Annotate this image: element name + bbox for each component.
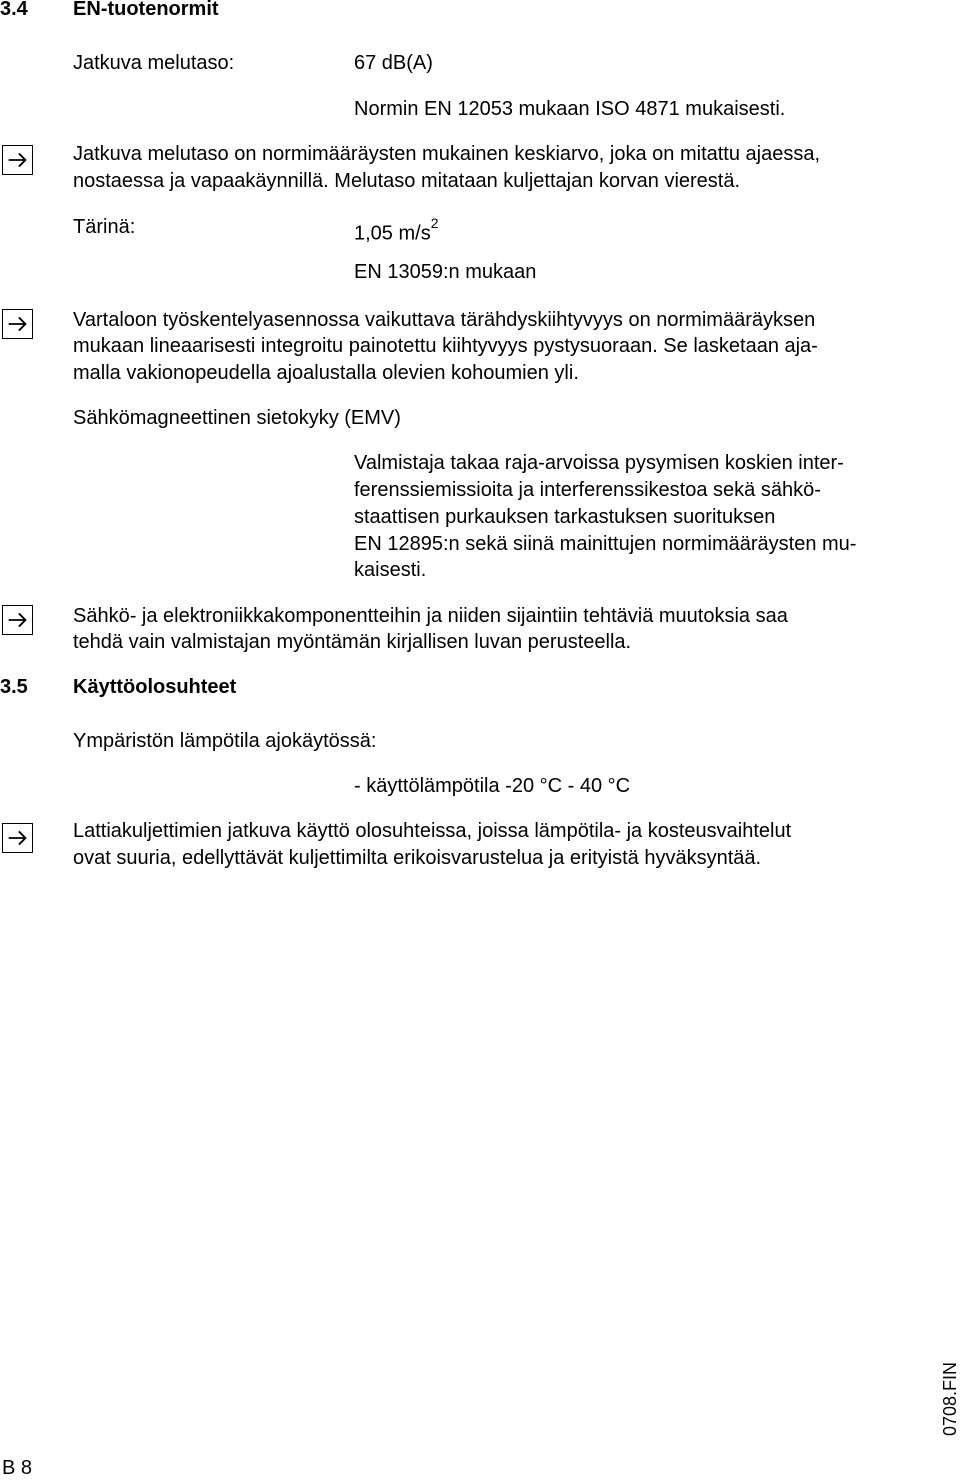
- vibration-note-line-2: mukaan lineaarisesti integroitu painotettu kiihtyvyys pystysuoraan. Se lasketaan aja-: [73, 335, 818, 357]
- temperature-note-line-1: Lattiakuljettimien jatkuva käyttö olosuhteissa, joissa lämpötila- ja kosteusvaihtelut: [73, 820, 792, 842]
- right-arrow-in-box-icon: [2, 823, 33, 853]
- emc-text-line-1: Valmistaja takaa raja-arvoissa pysymisen koskien inter-: [354, 452, 844, 474]
- vibration-note-line-1: Vartaloon työskentelyasennossa vaikuttava tärähdyskiihtyvyys on normimääräyksen: [73, 309, 816, 331]
- vibration-label: Tärinä:: [73, 216, 136, 238]
- emc-text-line-5: kaisesti.: [354, 559, 427, 581]
- section-3-5-number: 3.5: [0, 676, 28, 698]
- temperature-note-line-2: ovat suuria, edellyttävät kuljettimilta erikoisvarustelua ja erityistä hyväksyntää.: [73, 847, 762, 869]
- vibration-standard: EN 13059:n mukaan: [354, 261, 537, 283]
- section-3-4-title: EN-tuotenormit: [73, 0, 219, 20]
- right-arrow-in-box-icon: [2, 605, 33, 635]
- emc-note-line-2: tehdä vain valmistajan myöntämän kirjallisen luvan perusteella.: [73, 631, 632, 653]
- vibration-note-line-3: malla vakionopeudella ajoalustalla olevien kohoumien yli.: [73, 362, 579, 384]
- document-code: 0708.FIN: [940, 1362, 960, 1437]
- noise-value: 67 dB(A): [354, 52, 433, 74]
- emc-text-line-3: staattisen purkauksen tarkastuksen suorituksen: [354, 506, 776, 528]
- noise-note-line-2: nostaessa ja vapaakäynnillä. Melutaso mitataan kuljettajan korvan vierestä.: [73, 170, 741, 192]
- temperature-value: - käyttölämpötila -20 °C - 40 °C: [354, 775, 631, 797]
- noise-label: Jatkuva melutaso:: [73, 52, 235, 74]
- noise-standard: Normin EN 12053 mukaan ISO 4871 mukaisesti.: [354, 98, 786, 120]
- page-number: B 8: [2, 1457, 33, 1479]
- vibration-value: [354, 214, 439, 248]
- temperature-label: Ympäristön lämpötila ajokäytössä:: [73, 730, 377, 752]
- section-3-4-number: 3.4: [0, 0, 28, 20]
- right-arrow-in-box-icon: [2, 145, 33, 175]
- noise-note-line-1: Jatkuva melutaso on normimääräysten mukainen keskiarvo, joka on mitattu ajaessa,: [73, 143, 821, 165]
- emc-label: Sähkömagneettinen sietokyky (EMV): [73, 407, 401, 429]
- emc-text-line-4: EN 12895:n sekä siinä mainittujen normimääräysten mu-: [354, 533, 857, 555]
- right-arrow-in-box-icon: [2, 309, 33, 339]
- vibration-value-superscript: 2: [430, 215, 439, 231]
- vibration-value-text: 1,05 m/s: [354, 222, 431, 245]
- section-3-5-title: Käyttöolosuhteet: [73, 676, 237, 698]
- emc-text-line-2: ferenssiemissioita ja interferenssikestoa sekä sähkö-: [354, 479, 821, 501]
- emc-note-line-1: Sähkö- ja elektroniikkakomponentteihin ja niiden sijaintiin tehtäviä muutoksia saa: [73, 605, 788, 627]
